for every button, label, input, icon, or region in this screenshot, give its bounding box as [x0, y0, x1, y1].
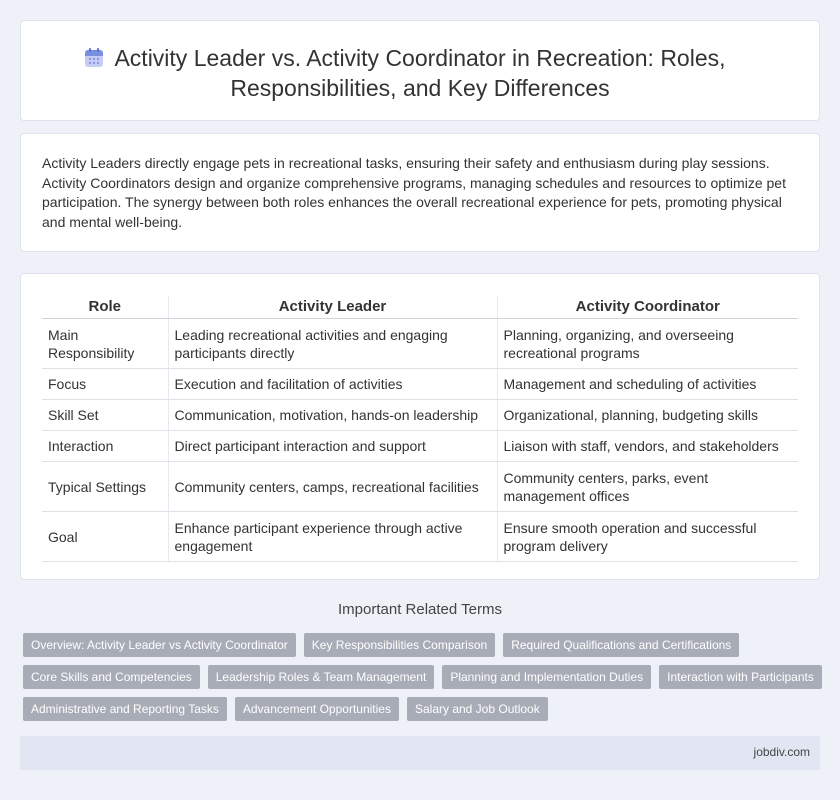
table-header-row: [42, 296, 798, 319]
row-label: Focus: [42, 369, 168, 400]
leader-cell: Communication, motivation, hands-on leadership: [168, 400, 497, 431]
leader-cell: Enhance participant experience through active engagement: [168, 512, 497, 562]
table-row: [42, 319, 798, 369]
row-label: Goal: [42, 512, 168, 562]
summary-card: [20, 133, 820, 252]
table-row: [42, 369, 798, 400]
leader-cell: Community centers, camps, recreational facilities: [168, 462, 497, 512]
tag-key-responsibilities[interactable]: Key Responsibilities Comparison: [304, 633, 495, 657]
leader-cell: Leading recreational activities and engaging participants directly: [168, 319, 497, 369]
tag-overview[interactable]: Overview: Activity Leader vs Activity Coordinator: [23, 633, 296, 657]
page-title: Activity Leader vs. Activity Coordinator in Recreation: Roles, Responsibilities, and Key Differences: [114, 45, 726, 101]
leader-cell: Direct participant interaction and support: [168, 431, 497, 462]
table-row: [42, 431, 798, 462]
related-terms-title: Important Related Terms: [338, 601, 502, 618]
row-label: Interaction: [42, 431, 168, 462]
coordinator-cell: Planning, organizing, and overseeing recreational programs: [497, 319, 798, 369]
comparison-table: [42, 296, 798, 562]
header-card: [20, 20, 820, 121]
coordinator-cell: Organizational, planning, budgeting skills: [497, 400, 798, 431]
related-terms-tags: [23, 633, 823, 729]
table-row: [42, 400, 798, 431]
coordinator-cell: Ensure smooth operation and successful program delivery: [497, 512, 798, 562]
row-label: Skill Set: [42, 400, 168, 431]
row-label: Main Responsibility: [42, 319, 168, 369]
tag-advancement[interactable]: Advancement Opportunities: [235, 697, 399, 721]
header-activity-coordinator: Activity Coordinator: [497, 296, 798, 319]
tag-salary[interactable]: Salary and Job Outlook: [407, 697, 548, 721]
header-role: Role: [42, 296, 168, 319]
footer-site-link[interactable]: jobdiv.com: [753, 745, 810, 759]
coordinator-cell: Management and scheduling of activities: [497, 369, 798, 400]
tag-planning-duties[interactable]: Planning and Implementation Duties: [442, 665, 651, 689]
coordinator-cell: Community centers, parks, event management offices: [497, 462, 798, 512]
table-row: [42, 462, 798, 512]
tag-interaction[interactable]: Interaction with Participants: [659, 665, 822, 689]
footer: [20, 736, 820, 770]
table-row: [42, 512, 798, 562]
tag-qualifications[interactable]: Required Qualifications and Certifications: [503, 633, 739, 657]
tag-leadership-roles[interactable]: Leadership Roles & Team Management: [208, 665, 435, 689]
coordinator-cell: Liaison with staff, vendors, and stakeholders: [497, 431, 798, 462]
summary-text: Activity Leaders directly engage pets in recreational tasks, ensuring their safety and enthusiasm during play sessions. Activity Coordinators design and organize comprehensive programs, managing schedules and resources to optimize pet participation. The synergy between both roles enhances the overall recreational experience for pets, promoting physical and mental well-being.: [42, 155, 786, 230]
tag-administrative[interactable]: Administrative and Reporting Tasks: [23, 697, 227, 721]
comparison-table-card: [20, 273, 820, 580]
header-activity-leader: Activity Leader: [168, 296, 497, 319]
row-label: Typical Settings: [42, 462, 168, 512]
tag-core-skills[interactable]: Core Skills and Competencies: [23, 665, 200, 689]
leader-cell: Execution and facilitation of activities: [168, 369, 497, 400]
